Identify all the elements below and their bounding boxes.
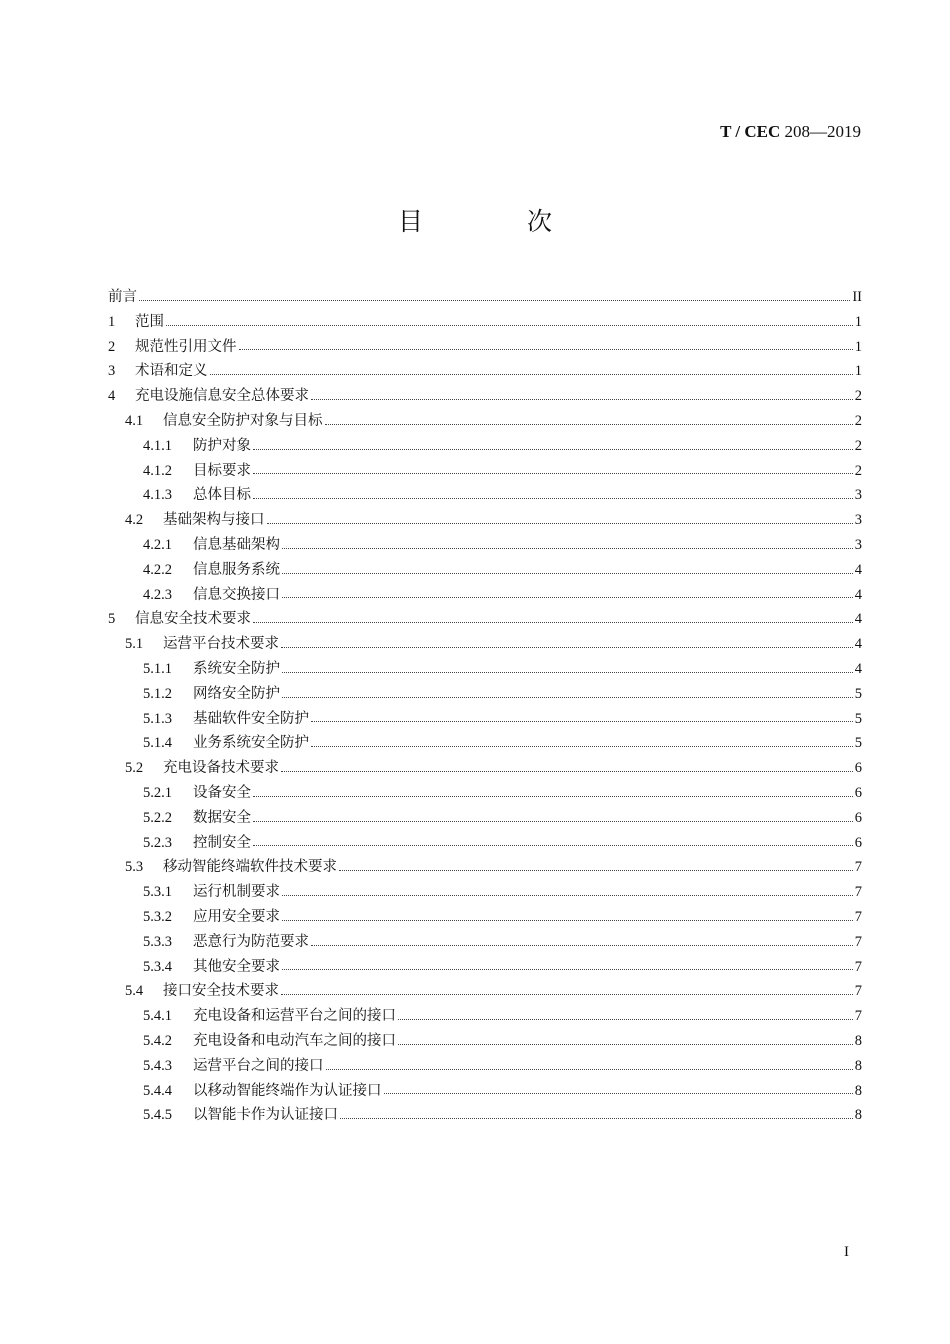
toc-entry-number: 4.2.3 [143,586,172,603]
dot-leader [281,771,853,772]
toc-entry-page: 7 [854,859,862,876]
toc-entry-title: 网络安全防护 [193,685,280,702]
toc-entry-page: 5 [854,685,862,702]
toc-entry-title: 充电设备技术要求 [163,760,279,777]
dot-leader [166,325,853,326]
dot-leader [311,746,853,747]
toc-entry-page: 4 [854,660,862,677]
toc-entry-title: 充电设备和电动汽车之间的接口 [193,1032,396,1049]
toc-entry-title: 恶意行为防范要求 [193,933,309,950]
toc-entry-number: 5.4.3 [143,1057,172,1074]
toc-entry-number: 5.2.1 [143,784,172,801]
toc-entry-number: 2 [108,338,116,355]
dot-leader [281,994,853,995]
toc-entry[interactable] [108,955,862,980]
toc-entry-number: 5.4.4 [143,1082,172,1099]
toc-entry-title: 规范性引用文件 [135,338,237,355]
dot-leader [282,697,853,698]
dot-leader [311,721,853,722]
toc-entry-number: 5.4.5 [143,1107,172,1124]
toc-entry-page: 4 [854,636,862,653]
toc-entry[interactable] [108,831,862,856]
dot-leader [311,399,853,400]
toc-entry[interactable] [108,930,862,955]
toc-entry-title: 前言 [108,289,137,305]
dot-leader [253,845,853,846]
toc-entry-page: 7 [854,933,862,950]
toc-entry-page: 5 [854,735,862,752]
toc-entry-number: 4.1.2 [143,462,172,479]
toc-entry-number: 5.4 [125,983,144,1000]
toc-entry-title: 基础软件安全防护 [193,710,309,727]
toc-entry[interactable] [108,905,862,930]
toc-entry-page: 8 [854,1057,862,1074]
toc-entry-page: 4 [854,611,862,628]
toc-entry[interactable] [108,558,862,583]
toc-entry-number: 4.2.1 [143,536,172,553]
dot-leader [282,895,853,896]
toc-entry[interactable] [108,632,862,657]
toc-entry-title: 防护对象 [193,437,251,454]
standard-number: 208—2019 [784,122,861,141]
toc-entry-page: 8 [854,1082,862,1099]
toc-entry-title: 其他安全要求 [193,958,280,975]
toc-entry-title: 数据安全 [193,809,251,826]
dot-leader [398,1044,853,1045]
toc-entry-number: 5.3.4 [143,958,172,975]
toc-entry-page: 7 [854,884,862,901]
toc-entry[interactable] [108,409,862,434]
toc-entry-title: 接口安全技术要求 [163,983,279,1000]
toc-entry-page: 3 [854,487,862,504]
dot-leader [340,1118,853,1119]
dot-leader [282,672,853,673]
toc-entry-title: 信息交换接口 [193,586,280,603]
toc-entry-number: 5.2.2 [143,809,172,826]
toc-entry[interactable] [108,310,862,335]
toc-entry[interactable] [108,607,862,632]
toc-entry-page: 1 [854,313,862,330]
toc-entry-page: 7 [854,1008,862,1025]
standard-code [720,122,861,142]
page-number: I [844,1244,849,1260]
toc-entry-number: 3 [108,363,116,380]
toc-entry-title: 术语和定义 [135,363,208,380]
toc-entry[interactable] [108,1103,862,1128]
toc-entry[interactable] [108,682,862,707]
dot-leader [282,969,853,970]
dot-leader [281,647,853,648]
toc-title: 目 次 [398,207,600,236]
toc-entry[interactable] [108,583,862,608]
toc-entry[interactable] [108,434,862,459]
toc-entry-title: 运行机制要求 [193,884,280,901]
dot-leader [398,1019,853,1020]
toc-entry-number: 5 [108,611,116,628]
toc-entry-number: 4.2.2 [143,561,172,578]
toc-entry-page: 3 [854,512,862,529]
toc-entry-page: 3 [854,536,862,553]
toc-entry[interactable] [108,483,862,508]
table-of-contents [108,285,862,1128]
toc-entry-page: 4 [854,586,862,603]
dot-leader [253,622,853,623]
dot-leader [210,374,853,375]
dot-leader [282,573,853,574]
toc-entry-number: 5.3 [125,859,144,876]
toc-entry[interactable] [108,806,862,831]
toc-entry-title: 信息安全防护对象与目标 [163,412,323,429]
toc-entry-page: 7 [854,983,862,1000]
dot-leader [282,548,853,549]
toc-entry[interactable] [108,285,862,310]
standard-prefix: T / CEC [720,122,781,141]
toc-entry-title: 以移动智能终端作为认证接口 [193,1082,382,1099]
toc-entry-number: 4.2 [125,512,144,529]
toc-entry[interactable] [108,359,862,384]
toc-entry[interactable] [108,384,862,409]
toc-entry-number: 4.1 [125,412,144,429]
dot-leader [325,424,853,425]
toc-entry-page: 2 [854,437,862,454]
toc-entry-number: 5.1.3 [143,710,172,727]
toc-entry-title: 运营平台之间的接口 [193,1057,324,1074]
toc-entry-page: 6 [854,834,862,851]
toc-entry-number: 4.1.1 [143,437,172,454]
toc-entry-page: 2 [854,412,862,429]
toc-entry-page: 2 [854,388,862,405]
toc-entry-page: 8 [854,1032,862,1049]
toc-entry[interactable] [108,880,862,905]
toc-entry-title: 充电设施信息安全总体要求 [135,388,309,405]
dot-leader [339,870,853,871]
toc-entry[interactable] [108,335,862,360]
toc-entry-number: 5.3.3 [143,933,172,950]
toc-entry[interactable] [108,855,862,880]
toc-entry[interactable] [108,508,862,533]
toc-entry[interactable] [108,459,862,484]
toc-entry-title: 业务系统安全防护 [193,735,309,752]
toc-entry-number: 5.1.2 [143,685,172,702]
toc-entry-title: 信息基础架构 [193,536,280,553]
toc-entry-page: 1 [854,363,862,380]
dot-leader [282,920,853,921]
toc-entry-number: 5.2 [125,760,144,777]
toc-entry-title: 移动智能终端软件技术要求 [163,859,337,876]
toc-entry-number: 5.3.1 [143,884,172,901]
dot-leader [239,349,853,350]
toc-entry[interactable] [108,1004,862,1029]
toc-entry[interactable] [108,781,862,806]
dot-leader [267,523,853,524]
toc-entry[interactable] [108,1029,862,1054]
dot-leader [253,796,853,797]
toc-entry-page: 1 [854,338,862,355]
toc-entry-page: 4 [854,561,862,578]
toc-entry-title: 范围 [135,313,164,330]
toc-entry-page: 5 [854,710,862,727]
dot-leader [326,1069,853,1070]
dot-leader [139,300,850,301]
toc-entry[interactable] [108,979,862,1004]
dot-leader [253,498,853,499]
toc-entry-number: 5.1.4 [143,735,172,752]
toc-entry-number: 5.2.3 [143,834,172,851]
toc-entry-page: 6 [854,784,862,801]
toc-entry[interactable] [108,1054,862,1079]
toc-entry[interactable] [108,756,862,781]
toc-entry-page: 8 [854,1107,862,1124]
toc-entry-number: 5.1.1 [143,660,172,677]
toc-entry-number: 4.1.3 [143,487,172,504]
toc-entry[interactable] [108,657,862,682]
toc-entry-title: 控制安全 [193,834,251,851]
toc-entry-title: 设备安全 [193,784,251,801]
toc-entry-page: II [852,289,862,305]
toc-entry[interactable] [108,533,862,558]
toc-entry-page: 2 [854,462,862,479]
toc-entry-title: 基础架构与接口 [163,512,265,529]
toc-entry-title: 信息服务系统 [193,561,280,578]
toc-entry-number: 5.4.1 [143,1008,172,1025]
toc-entry[interactable] [108,731,862,756]
toc-entry-title: 信息安全技术要求 [135,611,251,628]
dot-leader [384,1093,853,1094]
dot-leader [253,449,853,450]
toc-entry-page: 6 [854,760,862,777]
toc-entry[interactable] [108,707,862,732]
dot-leader [311,945,853,946]
toc-entry-number: 5.4.2 [143,1032,172,1049]
toc-entry[interactable] [108,1079,862,1104]
toc-entry-title: 应用安全要求 [193,908,280,925]
dot-leader [253,473,853,474]
dot-leader [282,597,853,598]
toc-entry-page: 7 [854,908,862,925]
toc-entry-number: 5.3.2 [143,908,172,925]
toc-entry-title: 充电设备和运营平台之间的接口 [193,1008,396,1025]
toc-entry-title: 目标要求 [193,462,251,479]
dot-leader [253,821,853,822]
toc-entry-number: 5.1 [125,636,144,653]
toc-entry-page: 6 [854,809,862,826]
toc-entry-number: 1 [108,313,116,330]
toc-entry-title: 运营平台技术要求 [163,636,279,653]
toc-entry-page: 7 [854,958,862,975]
toc-entry-title: 总体目标 [193,487,251,504]
toc-entry-number: 4 [108,388,116,405]
toc-entry-title: 系统安全防护 [193,660,280,677]
toc-entry-title: 以智能卡作为认证接口 [193,1107,338,1124]
